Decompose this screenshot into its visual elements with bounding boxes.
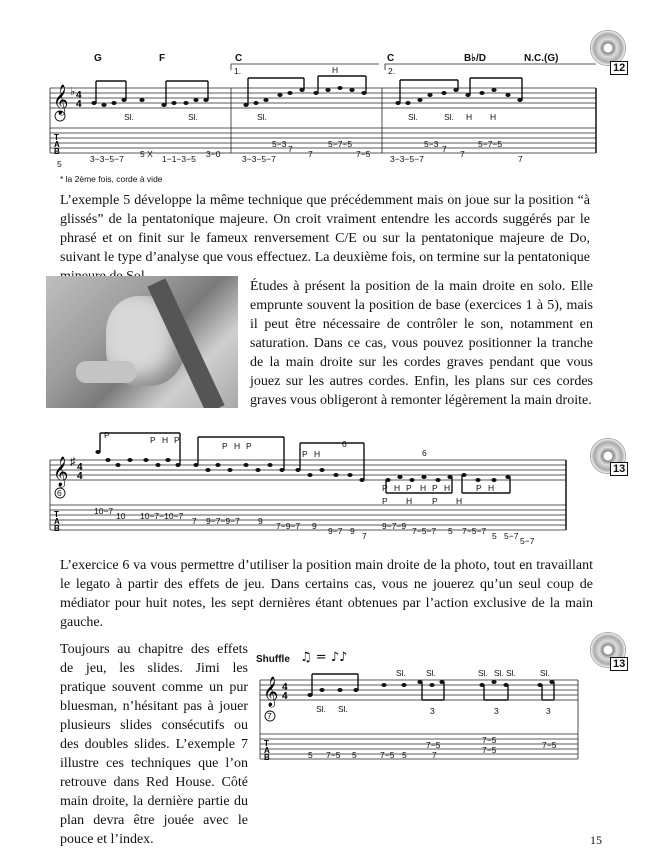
- tab-fret: 5: [352, 750, 357, 760]
- technique-mark: H: [332, 65, 339, 75]
- ex5-system: [46, 48, 606, 188]
- technique-mark: P: [476, 483, 482, 493]
- cd-track-badge: 12: [610, 61, 628, 75]
- technique-mark: P: [246, 441, 252, 451]
- paragraph-slides: Toujours au chapitre des effets de jeu, les slides. Jimi les pratique souvent comme un pur bluesman, n’hésitant pas à jouer plusieurs slides consécutifs ou des doubles slides. L’exemple 7 illustre ces techniques que l’on retrouve dans Red House. Côté main droite, la dernière partie du plan devra être jouée avec le pouce et l’index.: [60, 642, 248, 847]
- tab-fret: 7: [442, 144, 447, 154]
- svg-text:4: 4: [282, 682, 288, 693]
- svg-text:A: A: [54, 140, 60, 149]
- svg-text:4: 4: [282, 691, 288, 702]
- tuplet-number: 6: [342, 439, 347, 449]
- tab-fret: 7: [460, 149, 465, 159]
- tab-fret: 7: [432, 750, 437, 760]
- tab-fret: 7−5−7: [462, 526, 487, 536]
- tab-fret: 5−7−5: [328, 139, 353, 149]
- technique-mark: H: [490, 112, 497, 122]
- technique-mark: P: [104, 430, 110, 440]
- tab-fret: 7−5: [426, 740, 441, 750]
- svg-text:T: T: [54, 510, 59, 519]
- tab-fret: 7: [288, 144, 293, 154]
- technique-mark: H: [162, 435, 169, 445]
- technique-mark: Sl.: [478, 668, 488, 678]
- paragraph-ex5: L’exemple 5 développe la même technique que précédemment mais on joue sur la position “à glissés” de la pentatonique majeure. On croit vraiment entendre les accords suggérés par le phrasé et on finit sur le fameux renversement C/E ou sur la pentatonique majeure de Do, suivant le type d’analyse que vous effectuez. La deuxième fois, on termine sur la pentatonique: [60, 193, 590, 265]
- ex6-system: [46, 425, 576, 545]
- svg-text:4: 4: [76, 99, 82, 110]
- technique-mark: H: [314, 449, 321, 459]
- tab-fret: 5−3: [272, 139, 287, 149]
- tab-fret: 3−3−5−7: [390, 154, 424, 164]
- technique-mark: H: [488, 483, 495, 493]
- tuplet-number: 6: [422, 448, 427, 458]
- technique-mark: Sl.: [338, 704, 348, 714]
- technique-mark: Sl.: [426, 668, 436, 678]
- chord-label: C: [235, 53, 243, 64]
- ending-1-label: 1.: [234, 66, 242, 76]
- technique-mark: Sl.: [506, 668, 516, 678]
- tab-fret: 7: [518, 154, 523, 164]
- tab-fret: 7−5: [482, 745, 497, 755]
- tab-fret: 7: [308, 149, 313, 159]
- technique-mark: P: [174, 435, 180, 445]
- footnote: * la 2ème fois, corde à vide: [60, 174, 163, 184]
- svg-text:4: 4: [77, 462, 83, 473]
- tab-fret: 5: [448, 526, 453, 536]
- ex7-system: [256, 646, 586, 771]
- tab-fret: 3−0: [206, 149, 221, 159]
- tab-fret: 9: [350, 526, 355, 536]
- shuffle-rhythm-icon: ♫ = ♪♪: [300, 650, 348, 665]
- tab-fret: 5−3: [424, 139, 439, 149]
- svg-text:♭: ♭: [70, 86, 76, 98]
- tab-fret: 5 X: [140, 149, 153, 159]
- tab-fret: 9: [312, 521, 317, 531]
- tab-fret: 7−5: [356, 149, 371, 159]
- chord-label: C: [387, 53, 395, 64]
- tab-fret: 5: [492, 531, 497, 541]
- tab-fret: 9−7−9−7: [206, 516, 240, 526]
- tab-fret: 7−5: [482, 735, 497, 745]
- svg-text:𝄞: 𝄞: [263, 676, 279, 706]
- technique-mark: H: [456, 496, 463, 506]
- svg-text:A: A: [54, 517, 60, 526]
- chord-label: N.C.(G): [524, 53, 559, 64]
- chord-label: B♭/D: [464, 53, 486, 64]
- tab-fret: 7−5: [380, 750, 395, 760]
- paragraph-right-hand: Études à présent la position de la main droite en solo. Elle emprunte souvent la position de base (exercices 1 à 5), mais il peut être nécessaire de contrôler le son, notamment en saturation. Dans ce cas, vous pouvez positionner la tranche de la main droite sur les cordes graves pendant que vous jouez sur les autres cordes. Enfin, les plans sur ces cordes graves vous obligeront à remonter légèrement la main droite.: [250, 279, 593, 408]
- technique-mark: H: [420, 483, 427, 493]
- technique-mark: Sl.: [188, 112, 198, 122]
- technique-mark: H: [234, 441, 241, 451]
- page-number: 15: [590, 833, 602, 847]
- tab-fret: 7: [362, 531, 367, 541]
- shuffle-label: Shuffle: [256, 654, 290, 665]
- cd-track-badge: 13: [610, 657, 628, 671]
- example-number: 7: [267, 711, 272, 721]
- tab-fret: 9−7−9: [382, 521, 407, 531]
- tab-fret: 10: [116, 511, 126, 521]
- tab-fret: 5−7−5: [478, 139, 503, 149]
- svg-text:B: B: [54, 524, 60, 533]
- technique-mark: Sl.: [540, 668, 550, 678]
- technique-mark: Sl.: [408, 112, 418, 122]
- technique-mark: Sl.: [257, 112, 267, 122]
- cd-track-badge: 13: [610, 462, 628, 476]
- technique-mark: P: [432, 483, 438, 493]
- svg-text:T: T: [264, 739, 269, 748]
- example-number: 6: [57, 488, 62, 498]
- technique-mark: P: [150, 435, 156, 445]
- triplet-mark: 3: [546, 706, 551, 716]
- tab-fret: 7−5−7: [412, 526, 437, 536]
- chord-label: F: [159, 53, 166, 64]
- hand-photo: [46, 276, 238, 408]
- ending-2-label: 2.: [388, 66, 396, 76]
- svg-text:4: 4: [77, 471, 83, 482]
- tab-fret: 9: [258, 516, 263, 526]
- tab-fret: 1−1−3−5: [162, 154, 196, 164]
- tab-fret: 10−7: [94, 506, 114, 516]
- chord-label: G: [94, 53, 102, 64]
- technique-mark: H: [466, 112, 473, 122]
- technique-mark: P: [382, 483, 388, 493]
- technique-mark: P: [432, 496, 438, 506]
- technique-mark: Sl.: [316, 704, 326, 714]
- tab-fret: 5−7: [504, 531, 519, 541]
- svg-text:4: 4: [76, 90, 82, 101]
- technique-mark: H: [394, 483, 401, 493]
- paragraph-ex6: L’exercice 6 va vous permettre d’utiliser la position main droite de la photo, tout en travaillant le legato à partir des effets de jeu. Dans certains cas, vous ne jouerez qu’un seul coup de médiator pour huit notes, les sept dernières étant obtenues par l’action exclusive de la main gauche.: [60, 558, 593, 630]
- tab-fret: 5: [308, 750, 313, 760]
- svg-text:B: B: [54, 147, 60, 156]
- tab-fret: 10−7−10−7: [140, 511, 184, 521]
- technique-mark: Sl.: [396, 668, 406, 678]
- svg-text:𝄞: 𝄞: [53, 456, 69, 486]
- tab-fret: 3−3−5−7: [90, 154, 124, 164]
- technique-mark: P: [302, 449, 308, 459]
- tab-fret: 9−7: [328, 526, 343, 536]
- example-number: 5: [57, 159, 62, 169]
- ex6-notation: [46, 425, 576, 545]
- technique-mark: P: [406, 483, 412, 493]
- tab-fret: 7−5: [542, 740, 557, 750]
- tab-fret: 7−5: [326, 750, 341, 760]
- technique-mark: Sl.: [124, 112, 134, 122]
- svg-text:T: T: [54, 133, 59, 142]
- technique-mark: H: [444, 483, 451, 493]
- technique-mark: P: [382, 496, 388, 506]
- technique-mark: P: [222, 441, 228, 451]
- tab-fret: 5−7: [520, 536, 535, 546]
- svg-text:♯: ♯: [70, 456, 76, 468]
- technique-mark: Sl.: [494, 668, 504, 678]
- tab-fret: 7−9−7: [276, 521, 301, 531]
- svg-text:𝄞: 𝄞: [53, 84, 69, 114]
- triplet-mark: 3: [494, 706, 499, 716]
- technique-mark: Sl.: [444, 112, 454, 122]
- tab-fret: 5: [402, 750, 407, 760]
- technique-mark: H: [406, 496, 413, 506]
- tab-fret: 7: [192, 516, 197, 526]
- svg-text:A: A: [264, 746, 270, 755]
- triplet-mark: 3: [430, 706, 435, 716]
- tab-fret: 3−3−5−7: [242, 154, 276, 164]
- svg-text:B: B: [264, 753, 270, 762]
